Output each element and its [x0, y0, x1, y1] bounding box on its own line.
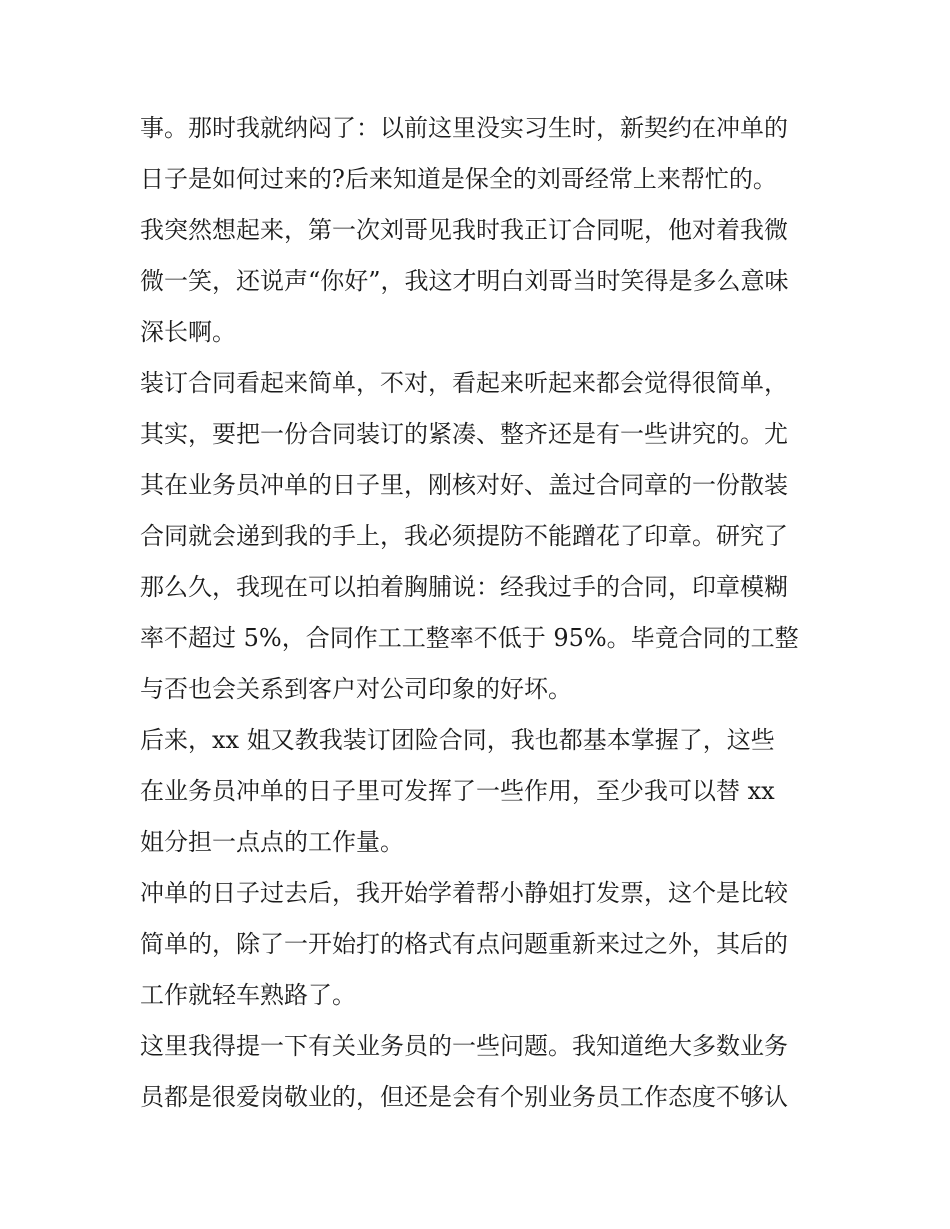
paragraph-3 — [140, 358, 820, 715]
text-line: 员都是很爱岗敬业的，但还是会有个别业务员工作态度不够认 — [140, 1083, 788, 1111]
text-line: 简单的，除了一开始打的格式有点问题重新来过之外，其后的 — [140, 930, 788, 958]
text-line: 其实，要把一份合同装订的紧凑、整齐还是有一些讲究的。尤 — [140, 420, 788, 448]
text-line: 我突然想起来，第一次刘哥见我时我正订合同呢，他对着我微 — [140, 216, 788, 244]
paragraph-2 — [140, 205, 820, 358]
text-line: 深长啊。 — [140, 318, 236, 346]
paragraph-1 — [140, 103, 820, 205]
paragraph-6 — [140, 1021, 820, 1123]
paragraph-5 — [140, 868, 820, 1021]
text-line: 冲单的日子过去后，我开始学着帮小静姐打发票，这个是比较 — [140, 879, 788, 907]
paragraph-4 — [140, 715, 820, 868]
text-line: 在业务员冲单的日子里可发挥了一些作用，至少我可以替 xx — [140, 777, 775, 805]
text-line: 工作就轻车熟路了。 — [140, 981, 356, 1009]
text-line: 与否也会关系到客户对公司印象的好坏。 — [140, 675, 572, 703]
text-line: 合同就会递到我的手上，我必须提防不能蹭花了印章。研究了 — [140, 522, 788, 550]
text-line: 其在业务员冲单的日子里，刚核对好、盖过合同章的一份散装 — [140, 471, 788, 499]
text-line: 装订合同看起来简单，不对，看起来听起来都会觉得很简单， — [140, 369, 788, 397]
text-line: 率不超过 5%，合同作工工整率不低于 95%。毕竟合同的工整 — [140, 624, 799, 652]
text-line: 那么久，我现在可以拍着胸脯说：经我过手的合同，印章模糊 — [140, 573, 788, 601]
text-line: 姐分担一点点的工作量。 — [140, 828, 404, 856]
text-line: 微一笑，还说声“你好”，我这才明白刘哥当时笑得是多么意味 — [140, 267, 789, 295]
document-page — [140, 103, 820, 1123]
text-line: 后来，xx 姐又教我装订团险合同，我也都基本掌握了，这些 — [140, 726, 775, 754]
text-line: 这里我得提一下有关业务员的一些问题。我知道绝大多数业务 — [140, 1032, 788, 1060]
text-line: 日子是如何过来的?后来知道是保全的刘哥经常上来帮忙的。 — [140, 165, 777, 193]
text-line: 事。那时我就纳闷了：以前这里没实习生时，新契约在冲单的 — [140, 114, 788, 142]
